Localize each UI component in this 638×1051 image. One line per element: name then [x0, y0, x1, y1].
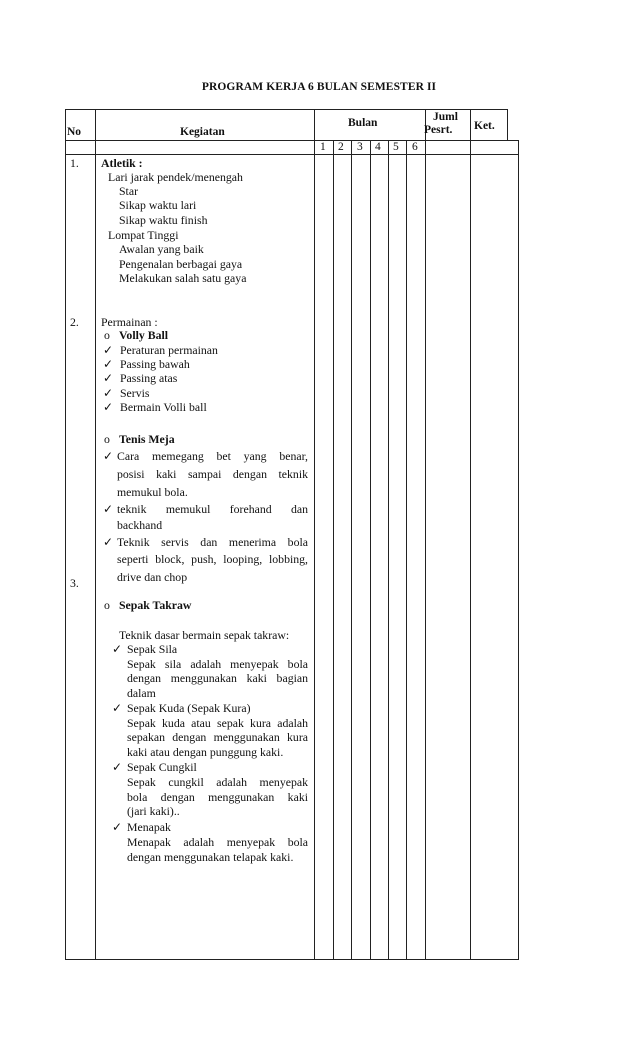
tenis-line: drive dan chop [117, 570, 188, 584]
takraw-line: Sepak Kuda (Sepak Kura) [127, 701, 251, 715]
page-title: PROGRAM KERJA 6 BULAN SEMESTER II [201, 81, 437, 93]
volly-title: Volly Ball [119, 328, 169, 342]
juml-column-border [470, 109, 471, 960]
atletik-line: Lompat Tinggi [108, 228, 179, 242]
header-juml-line2: Pesrt. [424, 124, 453, 136]
atletik-line: Pengenalan berbagai gaya [119, 257, 243, 271]
takraw-line: Sepak Sila [127, 642, 178, 656]
takraw-line: dengan menggunakan kaki bagian [127, 671, 308, 685]
check-icon: ✓ [103, 386, 113, 400]
check-icon: ✓ [103, 357, 113, 371]
takraw-line: Sepak Cungkil [127, 760, 197, 774]
month-col-2-border [351, 140, 352, 960]
check-icon: ✓ [112, 760, 122, 774]
header-bulan: Bulan [348, 117, 378, 129]
takraw-line: kaki atau dengan punggung kaki. [127, 745, 284, 759]
volly-item: Servis [120, 386, 150, 400]
row-number: 3. [70, 576, 79, 590]
volly-item: Peraturan permainan [120, 343, 218, 357]
month-number: 6 [412, 141, 418, 153]
header-no: No [67, 126, 82, 138]
tenis-title: Tenis Meja [119, 432, 175, 446]
tenis-line: memukul bola. [117, 485, 188, 499]
month-row-bottom-border [65, 154, 518, 155]
check-icon: ✓ [103, 502, 113, 516]
volly-item: Bermain Volli ball [120, 400, 207, 414]
table-top-border [65, 109, 508, 110]
takraw-line: sepakan dengan menggunakan kura [127, 730, 308, 744]
takraw-intro: Teknik dasar bermain sepak takraw: [119, 628, 290, 642]
atletik-line: Star [119, 184, 139, 198]
tenis-line: backhand [117, 518, 163, 532]
month-number: 2 [338, 141, 344, 153]
check-icon: ✓ [103, 535, 113, 549]
takraw-line: Sepak cungkil adalah menyepak [127, 775, 308, 789]
month-number: 5 [393, 141, 399, 153]
check-icon: ✓ [103, 400, 113, 414]
row-number: 2. [70, 315, 79, 329]
permainan-heading: Permainan : [101, 315, 158, 329]
row-number: 1. [70, 156, 79, 170]
takraw-line: Sepak kuda atau sepak kura adalah [127, 716, 308, 730]
tenis-line: seperti block, push, looping, lobbing, [117, 552, 308, 566]
table-bottom-border [65, 959, 518, 960]
circle-bullet-icon: o [104, 328, 110, 342]
volly-item: Passing bawah [120, 357, 190, 371]
check-icon: ✓ [112, 642, 122, 656]
circle-bullet-icon: o [104, 432, 110, 446]
check-icon: ✓ [112, 820, 122, 834]
header-ket: Ket. [474, 120, 495, 132]
check-icon: ✓ [103, 371, 113, 385]
month-number: 3 [357, 141, 363, 153]
ket-column-border [507, 109, 508, 141]
atletik-line: Lari jarak pendek/menengah [108, 170, 243, 184]
takraw-line: (jari kaki).. [127, 804, 180, 818]
atletik-heading: Atletik : [101, 156, 143, 170]
header-juml-line1: Juml [433, 111, 458, 123]
bulan-column-border [425, 109, 426, 960]
takraw-line: bola dengan menggunakan kaki [127, 790, 308, 804]
takraw-title: Sepak Takraw [119, 598, 192, 612]
atletik-line: Awalan yang baik [119, 242, 204, 256]
volly-item: Passing atas [120, 371, 178, 385]
month-col-5-border [406, 140, 407, 960]
tenis-line: posisi kaki sampai dengan teknik [117, 467, 308, 481]
no-column-border [95, 109, 96, 960]
check-icon: ✓ [103, 343, 113, 357]
month-col-4-border [388, 140, 389, 960]
tenis-line: Teknik servis dan menerima bola [117, 535, 308, 549]
atletik-line: Sikap waktu lari [119, 198, 197, 212]
table-left-border [65, 109, 66, 960]
header-kegiatan: Kegiatan [180, 126, 225, 138]
atletik-line: Melakukan salah satu gaya [119, 271, 247, 285]
takraw-line: Menapak adalah menyepak bola [127, 835, 308, 849]
check-icon: ✓ [112, 701, 122, 715]
month-number: 4 [375, 141, 381, 153]
takraw-line: dengan menggunakan telapak kaki. [127, 850, 294, 864]
table-right-border [518, 140, 519, 960]
check-icon: ✓ [103, 449, 113, 463]
month-col-3-border [370, 140, 371, 960]
kegiatan-column-border [314, 109, 315, 960]
header-bottom-border [65, 140, 518, 141]
month-col-1-border [333, 140, 334, 960]
takraw-line: Menapak [127, 820, 171, 834]
circle-bullet-icon: o [104, 598, 110, 612]
takraw-line: Sepak sila adalah menyepak bola [127, 657, 308, 671]
tenis-line: teknik memukul forehand dan [117, 502, 308, 516]
atletik-line: Sikap waktu finish [119, 213, 208, 227]
tenis-line: Cara memegang bet yang benar, [117, 449, 308, 463]
takraw-line: dalam [127, 686, 156, 700]
month-number: 1 [320, 141, 326, 153]
